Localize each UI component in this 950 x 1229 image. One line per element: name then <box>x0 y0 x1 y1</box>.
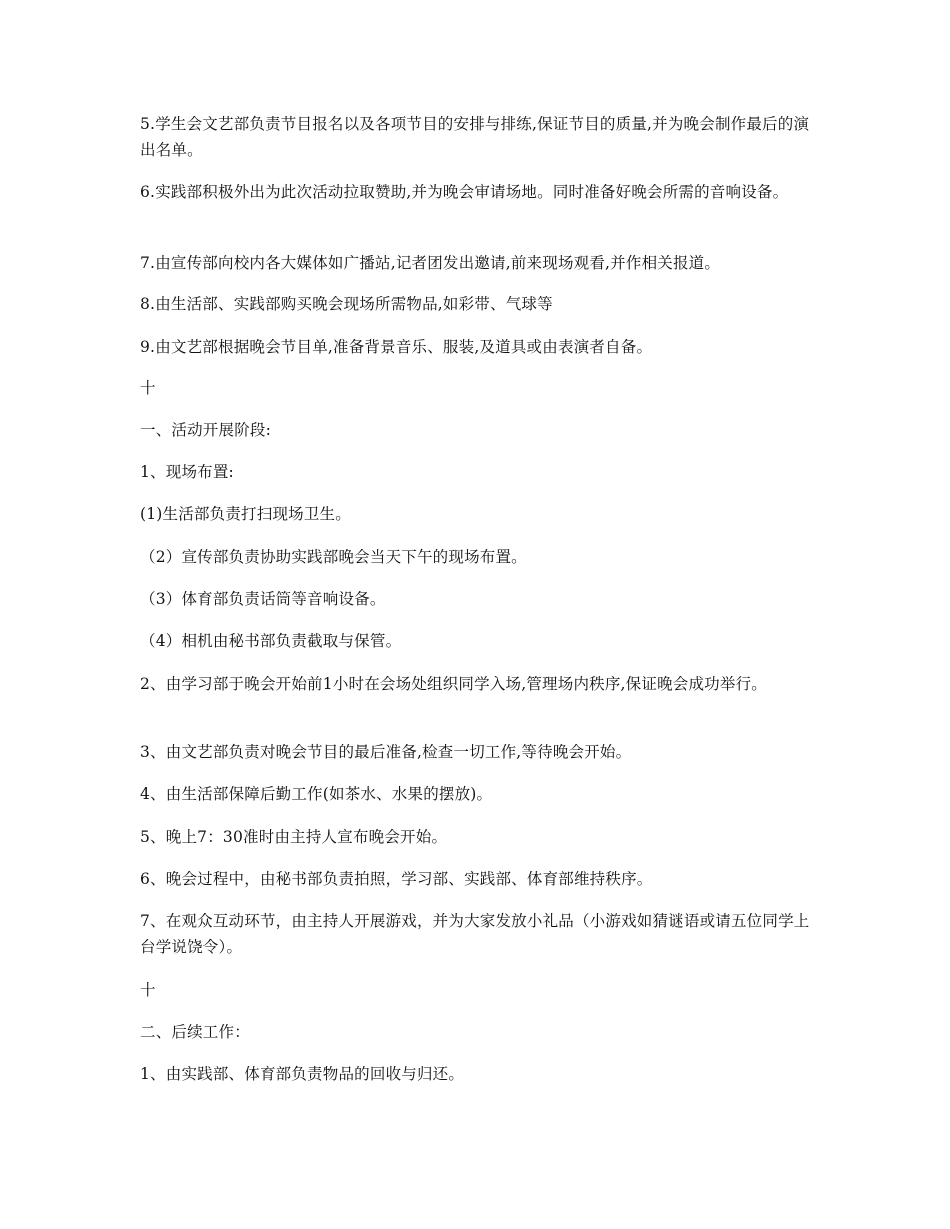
stage-item-7: 7、在观众互动环节，由主持人开展游戏，并为大家发放小礼品（小游戏如猜谜语或请五位同学上台学说饶令）。 <box>140 912 810 956</box>
setup-step-2: （2）宣传部负责协助实践部晚会当天下午的现场布置。 <box>140 548 527 566</box>
followup-item-1: 1、由实践部、体育部负责物品的回收与归还。 <box>140 1065 465 1083</box>
section-heading-followup: 二、后续工作： <box>140 1023 250 1041</box>
setup-step-1: (1)生活部负责打扫现场卫生。 <box>140 505 351 523</box>
section-heading-stage: 一、活动开展阶段: <box>140 421 272 439</box>
paragraph-item-7: 7.由宣传部向校内各大媒体如广播站,记者团发出邀请,前来现场观看,并作相关报道。 <box>140 254 721 272</box>
paragraph-item-8: 8.由生活部、实践部购买晚会现场所需物品,如彩带、气球等 <box>140 295 553 313</box>
stage-item-6: 6、晚会过程中，由秘书部负责拍照，学习部、实践部、体育部维持秩序。 <box>140 870 653 888</box>
stage-item-3: 3、由文艺部负责对晚会节目的最后准备,检查一切工作,等待晚会开始。 <box>140 743 632 761</box>
section-marker-2: 十 <box>140 981 156 999</box>
paragraph-item-9: 9.由文艺部根据晚会节目单,准备背景音乐、服装,及道具或由表演者自备。 <box>140 338 653 356</box>
stage-item-5: 5、晚上7：30准时由主持人宣布晚会开始。 <box>140 828 448 846</box>
setup-step-3: （3）体育部负责话筒等音响设备。 <box>140 590 386 608</box>
stage-item-2: 2、由学习部于晚会开始前1小时在会场处组织同学入场,管理场内秩序,保证晚会成功举行。 <box>140 675 767 693</box>
setup-step-4: （4）相机由秘书部负责截取与保管。 <box>140 632 402 650</box>
stage-item-4: 4、由生活部保障后勤工作(如茶水、水果的摆放)。 <box>140 785 493 803</box>
paragraph-item-5: 5.学生会文艺部负责节目报名以及各项节目的安排与排练,保证节目的质量,并为晚会制作最后的演出名单。 <box>140 115 810 159</box>
subheading-setup: 1、现场布置: <box>140 463 234 481</box>
section-marker: 十 <box>140 379 156 397</box>
paragraph-item-6: 6.实践部积极外出为此次活动拉取赞助,并为晚会审请场地。同时准备好晚会所需的音响设备。 <box>140 183 789 201</box>
